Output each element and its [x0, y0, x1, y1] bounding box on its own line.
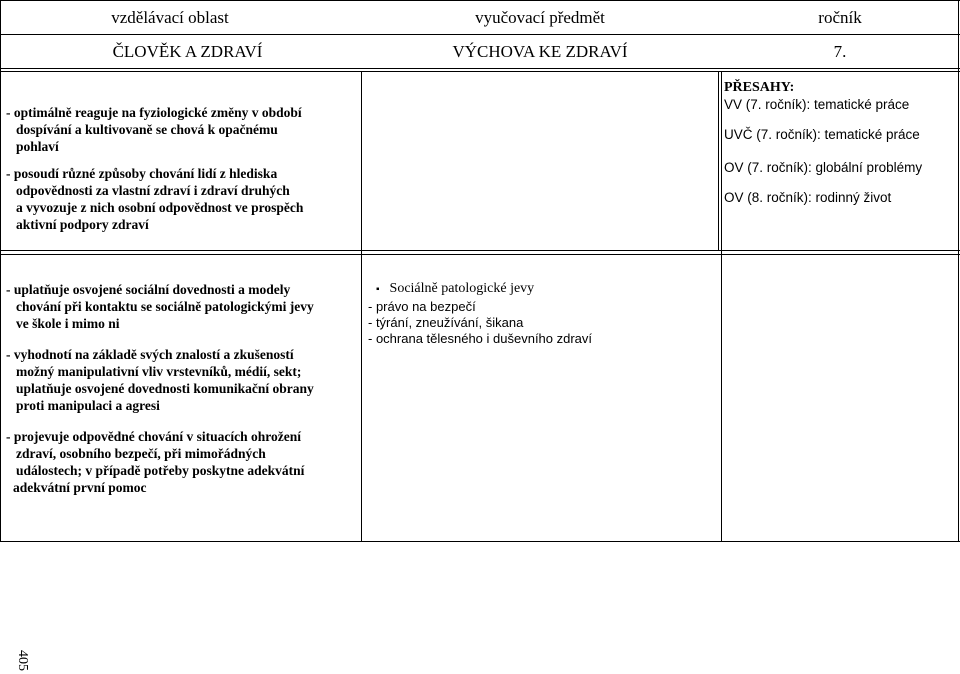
outcome-line: pohlaví: [16, 139, 59, 154]
outcome-line: a vyvozuje z nich osobní odpovědnost ve prospěch: [16, 200, 304, 215]
table-border-top: [0, 0, 960, 1]
outcome-line: ve škole i mimo ni: [16, 316, 120, 331]
topic-item: - ochrana tělesného i duševního zdraví: [368, 331, 593, 346]
table-border-right: [958, 0, 959, 542]
outcome-item: [6, 165, 356, 233]
outcome-line: - posoudí různé způsoby chování lidí z hlediska: [6, 166, 278, 181]
column-divider-2b: [721, 71, 722, 542]
outcome-item: [6, 346, 358, 414]
outcome-line: proti manipulaci a agresi: [16, 398, 160, 413]
cross-curricular-title: PŘESAHY:: [724, 80, 795, 95]
outcome-line: uplatňuje osvojené dovednosti komunikační obrany: [16, 381, 314, 396]
outcome-line: - uplatňuje osvojené sociální dovednosti a modely: [6, 282, 291, 297]
topic-title: Sociálně patologické jevy: [389, 281, 535, 296]
row1-bottom-border-2: [0, 254, 960, 255]
header-label-subject: vyučovací předmět: [475, 8, 605, 27]
header-value-subject: VÝCHOVA KE ZDRAVÍ: [452, 42, 628, 61]
row2-outcomes: [6, 281, 358, 510]
square-bullet-icon: ▪: [376, 284, 380, 295]
row1-outcomes: [6, 104, 356, 247]
header-bottom-border-2: [0, 71, 960, 72]
header-bottom-border: [0, 68, 960, 69]
column-divider-1: [361, 71, 362, 542]
outcome-line: - vyhodnotí na základě svých znalostí a zkušeností: [6, 347, 294, 362]
outcome-line: aktivní podpory zdraví: [16, 217, 149, 232]
column-divider-2: [718, 71, 719, 251]
table-border-bottom: [0, 541, 960, 542]
outcome-line: zdraví, osobního bezpečí, při mimořádných: [16, 446, 266, 461]
outcome-item: [6, 428, 358, 496]
row2-topics: [368, 281, 713, 347]
page-number: 405: [15, 650, 30, 671]
cross-curricular-item: OV (7. ročník): globální problémy: [724, 160, 923, 175]
header-label-grade: ročník: [818, 8, 862, 27]
header-label-area: vzdělávací oblast: [111, 8, 229, 27]
topic-item: - týrání, zneužívání, šikana: [368, 315, 524, 330]
cross-curricular-item: VV (7. ročník): tematické práce: [724, 97, 910, 112]
outcome-line: adekvátní první pomoc: [13, 480, 147, 495]
header-row-divider: [0, 34, 960, 35]
cross-curricular-item: UVČ (7. ročník): tematické práce: [724, 127, 920, 142]
outcome-line: chování při kontaktu se sociálně patologickými jevy: [16, 299, 314, 314]
outcome-line: událostech; v případě potřeby poskytne adekvátní: [16, 463, 305, 478]
header-value-grade: 7.: [833, 42, 847, 61]
outcome-item: [6, 104, 356, 155]
row1-cross-curricular: [724, 80, 956, 206]
outcome-line: dospívání a kultivovaně se chová k opačnému: [16, 122, 278, 137]
outcome-line: - optimálně reaguje na fyziologické změny v období: [6, 105, 302, 120]
topic-item: - právo na bezpečí: [368, 299, 476, 314]
row1-bottom-border: [0, 250, 960, 251]
outcome-line: odpovědnosti za vlastní zdraví i zdraví druhých: [16, 183, 290, 198]
topic-heading: [368, 281, 713, 298]
outcome-line: možný manipulativní vliv vrstevníků, médií, sekt;: [16, 364, 302, 379]
outcome-item: [6, 281, 358, 332]
table-border-left: [0, 0, 1, 542]
cross-curricular-item: OV (8. ročník): rodinný život: [724, 190, 892, 205]
outcome-line: - projevuje odpovědné chování v situacích ohrožení: [6, 429, 302, 444]
header-value-area: ČLOVĚK A ZDRAVÍ: [112, 42, 263, 61]
